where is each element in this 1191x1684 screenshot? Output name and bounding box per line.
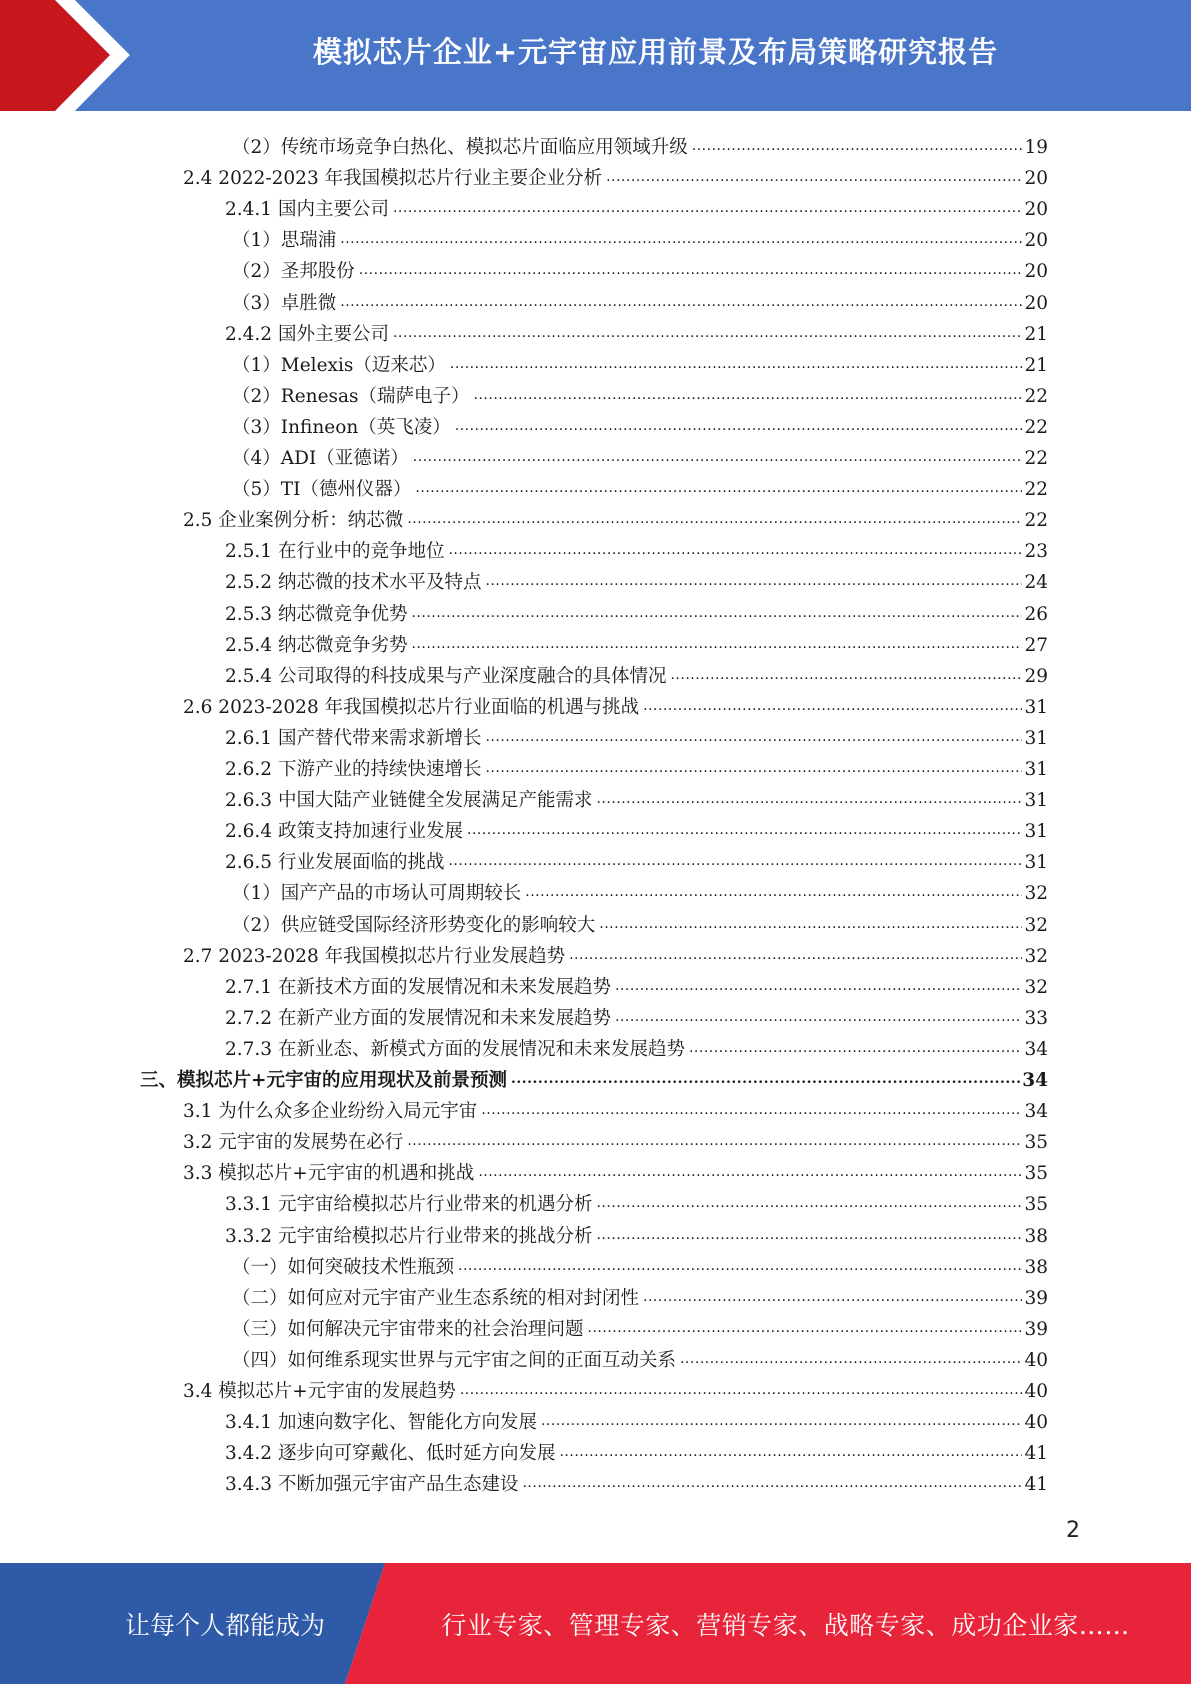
toc-entry[interactable]: [232, 377, 1048, 408]
toc-dot-leader: [670, 666, 1022, 688]
toc-entry-page: 39: [1024, 1287, 1048, 1309]
toc-entry-label: 2.7.2 在新产业方面的发展情况和未来发展趋势: [225, 1007, 611, 1029]
toc-dot-leader: [474, 386, 1023, 408]
toc-dot-leader: [393, 199, 1022, 221]
toc-entry[interactable]: [225, 1217, 1048, 1248]
toc-entry-page: 31: [1024, 696, 1048, 718]
toc-entry[interactable]: [225, 657, 1048, 688]
toc-entry-page: 31: [1024, 727, 1048, 749]
toc-entry-label: （5）TI（德州仪器）: [232, 479, 412, 501]
toc-entry-label: 3.1 为什么众多企业纷纷入局元宇宙: [183, 1101, 478, 1123]
footer-bar: [0, 1563, 1191, 1684]
toc-dot-leader: [569, 946, 1022, 968]
toc-entry-page: 38: [1024, 1256, 1048, 1278]
toc-entry-label: 2.7.3 在新业态、新模式方面的发展情况和未来发展趋势: [225, 1038, 685, 1060]
toc-entry[interactable]: [140, 1061, 1048, 1092]
toc-dot-leader: [407, 1132, 1022, 1154]
toc-entry-page: 20: [1024, 292, 1048, 314]
toc-dot-leader: [411, 635, 1022, 657]
toc-entry[interactable]: [225, 999, 1048, 1030]
toc-entry-page: 22: [1024, 479, 1048, 501]
toc-entry-label: （3）卓胜微: [232, 292, 337, 314]
toc-entry[interactable]: [232, 284, 1048, 315]
toc-dot-leader: [458, 1257, 1022, 1279]
toc-dot-leader: [460, 1381, 1023, 1403]
toc-entry-label: 2.7.1 在新技术方面的发展情况和未来发展趋势: [225, 976, 611, 998]
toc-entry-page: 34: [1024, 1038, 1048, 1060]
toc-entry-label: 3.4.3 不断加强元宇宙产品生态建设: [225, 1474, 519, 1496]
toc-entry[interactable]: [183, 159, 1048, 190]
footer-slogan-right: 行业专家、管理专家、营销专家、战略专家、成功企业家……: [441, 1610, 1130, 1640]
toc-entry-label: 2.4.1 国内主要公司: [225, 199, 389, 221]
toc-entry[interactable]: [232, 1310, 1048, 1341]
toc-entry-label: （4）ADI（亚德诺）: [232, 448, 409, 469]
toc-entry-page: 32: [1024, 883, 1048, 905]
toc-entry[interactable]: [232, 221, 1048, 252]
toc-entry[interactable]: [225, 563, 1048, 594]
toc-entry-label: 2.5.4 公司取得的科技成果与产业深度融合的具体情况: [225, 665, 667, 687]
toc-entry-label: 2.7 2023-2028 年我国模拟芯片行业发展趋势: [183, 945, 566, 967]
toc-dot-leader: [596, 1194, 1022, 1216]
toc-entry[interactable]: [232, 346, 1048, 377]
toc-entry-page: 22: [1024, 448, 1048, 469]
toc-entry[interactable]: [225, 1030, 1048, 1061]
report-title: 模拟芯片企业+元宇宙应用前景及布局策略研究报告: [312, 34, 999, 69]
toc-entry[interactable]: [232, 128, 1048, 159]
toc-entry-page: 20: [1024, 168, 1048, 190]
toc-entry-page: 32: [1024, 945, 1048, 967]
toc-dot-leader: [407, 510, 1022, 532]
toc-entry[interactable]: [232, 906, 1048, 937]
toc-entry[interactable]: [225, 1434, 1048, 1465]
red-chevron-decoration: [0, 0, 150, 111]
toc-entry-page: 39: [1024, 1318, 1048, 1340]
toc-entry[interactable]: [232, 1341, 1048, 1372]
toc-entry-label: （3）Infineon（英飞凌）: [232, 416, 451, 438]
toc-entry-label: （1）Melexis（迈来芯）: [232, 354, 446, 376]
toc-entry[interactable]: [232, 1248, 1048, 1279]
toc-dot-leader: [606, 168, 1022, 190]
toc-entry-page: 40: [1024, 1412, 1048, 1434]
toc-entry[interactable]: [183, 1154, 1048, 1185]
toc-dot-leader: [522, 1474, 1022, 1496]
toc-dot-leader: [588, 1319, 1023, 1341]
toc-dot-leader: [596, 1226, 1022, 1248]
toc-dot-leader: [615, 977, 1022, 999]
toc-dot-leader: [559, 1443, 1022, 1465]
toc-entry-page: 31: [1024, 821, 1048, 843]
toc-entry-page: 34: [1022, 1070, 1048, 1091]
toc-entry-page: 29: [1024, 665, 1048, 687]
toc-dot-leader: [689, 1039, 1022, 1061]
toc-entry-page: 35: [1024, 1194, 1048, 1216]
toc-entry-label: （1）国产产品的市场认可周期较长: [232, 883, 522, 905]
footer-slogan-left: 让每个人都能成为: [124, 1610, 325, 1640]
toc-entry[interactable]: [183, 1123, 1048, 1154]
toc-entry-page: 21: [1024, 354, 1048, 376]
toc-dot-leader: [415, 479, 1022, 501]
toc-entry-page: 22: [1024, 510, 1048, 532]
toc-entry-page: 31: [1024, 790, 1048, 812]
toc-entry-page: 35: [1024, 1163, 1048, 1185]
toc-entry-label: 2.6.5 行业发展面临的挑战: [225, 852, 445, 874]
toc-dot-leader: [455, 417, 1023, 439]
toc-entry-label: 3.4.1 加速向数字化、智能化方向发展: [225, 1412, 537, 1434]
toc-dot-leader: [450, 355, 1023, 377]
toc-entry-page: 24: [1024, 572, 1048, 594]
toc-dot-leader: [478, 1163, 1022, 1185]
toc-entry[interactable]: [232, 1279, 1048, 1310]
toc-dot-leader: [481, 1101, 1022, 1123]
toc-dot-leader: [541, 1412, 1022, 1434]
toc-dot-leader: [340, 293, 1022, 315]
toc-entry[interactable]: [232, 439, 1048, 470]
toc-entry-label: 2.5.3 纳芯微竞争优势: [225, 603, 408, 625]
header-bar: [0, 0, 1191, 111]
toc-dot-leader: [599, 915, 1022, 937]
toc-entry[interactable]: [225, 843, 1048, 874]
toc-entry-page: 32: [1024, 976, 1048, 998]
toc-entry-label: 3.3 模拟芯片+元宇宙的机遇和挑战: [183, 1163, 475, 1185]
toc-entry[interactable]: [225, 532, 1048, 563]
toc-entry-page: 33: [1024, 1007, 1048, 1029]
toc-entry-page: 41: [1024, 1443, 1048, 1465]
toc-entry-label: 2.6 2023-2028 年我国模拟芯片行业面临的机遇与挑战: [183, 696, 640, 718]
toc-entry-label: （2）Renesas（瑞萨电子）: [232, 385, 470, 407]
toc-dot-leader: [393, 324, 1022, 346]
toc-entry[interactable]: [232, 874, 1048, 905]
toc-entry-label: 3.4.2 逐步向可穿戴化、低时延方向发展: [225, 1443, 556, 1465]
toc-entry[interactable]: [225, 1403, 1048, 1434]
toc-dot-leader: [485, 572, 1022, 594]
toc-entry[interactable]: [225, 1185, 1048, 1216]
toc-entry-label: 三、模拟芯片+元宇宙的应用现状及前景预测: [140, 1070, 508, 1091]
toc-entry-label: 3.4 模拟芯片+元宇宙的发展趋势: [183, 1381, 456, 1402]
toc-entry[interactable]: [225, 626, 1048, 657]
toc-entry-page: 20: [1024, 199, 1048, 221]
toc-entry-page: 20: [1024, 261, 1048, 283]
toc-dot-leader: [596, 790, 1022, 812]
toc-entry[interactable]: [183, 1092, 1048, 1123]
toc-entry-label: （1）思瑞浦: [232, 230, 337, 252]
toc-entry-label: 2.6.1 国产替代带来需求新增长: [225, 727, 482, 749]
toc-entry-label: 2.5.2 纳芯微的技术水平及特点: [225, 572, 482, 594]
toc-entry-page: 19: [1024, 137, 1048, 158]
toc-entry-label: （2）传统市场竞争白热化、模拟芯片面临应用领域升级: [232, 137, 688, 158]
toc-dot-leader: [413, 448, 1023, 470]
toc-entry-label: （2）圣邦股份: [232, 261, 355, 283]
toc-entry-label: 2.6.3 中国大陆产业链健全发展满足产能需求: [225, 790, 593, 812]
toc-entry[interactable]: [183, 688, 1048, 719]
toc-entry-label: 2.5.1 在行业中的竞争地位: [225, 541, 445, 563]
toc-entry[interactable]: [183, 501, 1048, 532]
toc-entry-page: 32: [1024, 914, 1048, 936]
toc-dot-leader: [525, 883, 1022, 905]
toc-entry-page: 23: [1024, 541, 1048, 563]
toc-entry[interactable]: [232, 470, 1048, 501]
toc-entry-label: （三）如何解决元宇宙带来的社会治理问题: [232, 1318, 584, 1340]
toc-entry-label: （一）如何突破技术性瓶颈: [232, 1256, 455, 1278]
toc-dot-leader: [467, 821, 1022, 843]
toc-entry-label: 2.6.4 政策支持加速行业发展: [225, 821, 463, 843]
toc-dot-leader: [448, 541, 1022, 563]
toc-entry[interactable]: [225, 315, 1048, 346]
toc-entry-page: 40: [1024, 1349, 1048, 1371]
toc-entry[interactable]: [232, 252, 1048, 283]
toc-entry[interactable]: [225, 1465, 1048, 1496]
toc-entry-page: 20: [1024, 230, 1048, 252]
toc-dot-leader: [485, 728, 1022, 750]
toc-dot-leader: [485, 759, 1022, 781]
page-number: 2: [1066, 1518, 1080, 1543]
toc-entry-page: 40: [1024, 1381, 1048, 1402]
toc-entry-label: 2.4.2 国外主要公司: [225, 323, 389, 345]
toc-entry-page: 27: [1024, 634, 1048, 656]
toc-dot-leader: [359, 261, 1023, 283]
toc-entry[interactable]: [225, 968, 1048, 999]
toc-entry[interactable]: [225, 781, 1048, 812]
toc-dot-leader: [448, 852, 1022, 874]
toc-entry-label: （四）如何维系现实世界与元宇宙之间的正面互动关系: [232, 1349, 677, 1371]
toc-entry[interactable]: [232, 408, 1048, 439]
toc-entry-label: 2.6.2 下游产业的持续快速增长: [225, 759, 482, 780]
toc-entry[interactable]: [225, 719, 1048, 750]
toc-dot-leader: [692, 137, 1023, 159]
toc-entry-page: 34: [1024, 1101, 1048, 1123]
toc-entry-page: 41: [1024, 1474, 1048, 1496]
toc-entry-page: 38: [1024, 1225, 1048, 1247]
toc-entry[interactable]: [225, 812, 1048, 843]
toc-dot-leader: [411, 604, 1022, 626]
toc-entry-label: 3.3.2 元宇宙给模拟芯片行业带来的挑战分析: [225, 1225, 593, 1247]
toc-dot-leader: [643, 1288, 1022, 1310]
toc-entry-label: 2.5.4 纳芯微竞争劣势: [225, 634, 408, 656]
toc-dot-leader: [511, 1070, 1020, 1092]
toc-dot-leader: [340, 230, 1022, 252]
toc-entry[interactable]: [225, 750, 1048, 781]
toc-entry-page: 35: [1024, 1132, 1048, 1154]
toc-entry-label: （2）供应链受国际经济形势变化的影响较大: [232, 914, 596, 936]
toc-entry-label: 3.3.1 元宇宙给模拟芯片行业带来的机遇分析: [225, 1194, 593, 1216]
toc-dot-leader: [680, 1350, 1022, 1372]
toc-entry[interactable]: [225, 595, 1048, 626]
toc-entry-page: 31: [1024, 852, 1048, 874]
toc-entry[interactable]: [183, 1372, 1048, 1403]
toc-entry-page: 31: [1024, 759, 1048, 780]
toc-entry-label: 2.4 2022-2023 年我国模拟芯片行业主要企业分析: [183, 168, 603, 190]
toc-entry-label: 2.5 企业案例分析：纳芯微: [183, 510, 404, 532]
toc-dot-leader: [615, 1008, 1022, 1030]
toc-entry-page: 22: [1024, 416, 1048, 438]
toc-entry-label: 3.2 元宇宙的发展势在必行: [183, 1132, 404, 1154]
toc-entry-page: 21: [1024, 323, 1048, 345]
toc-entry[interactable]: [225, 190, 1048, 221]
toc-entry-page: 22: [1024, 385, 1048, 407]
toc-dot-leader: [643, 697, 1022, 719]
toc-entry-label: （二）如何应对元宇宙产业生态系统的相对封闭性: [232, 1287, 640, 1309]
toc-entry-page: 26: [1024, 603, 1048, 625]
toc-entry[interactable]: [183, 937, 1048, 968]
